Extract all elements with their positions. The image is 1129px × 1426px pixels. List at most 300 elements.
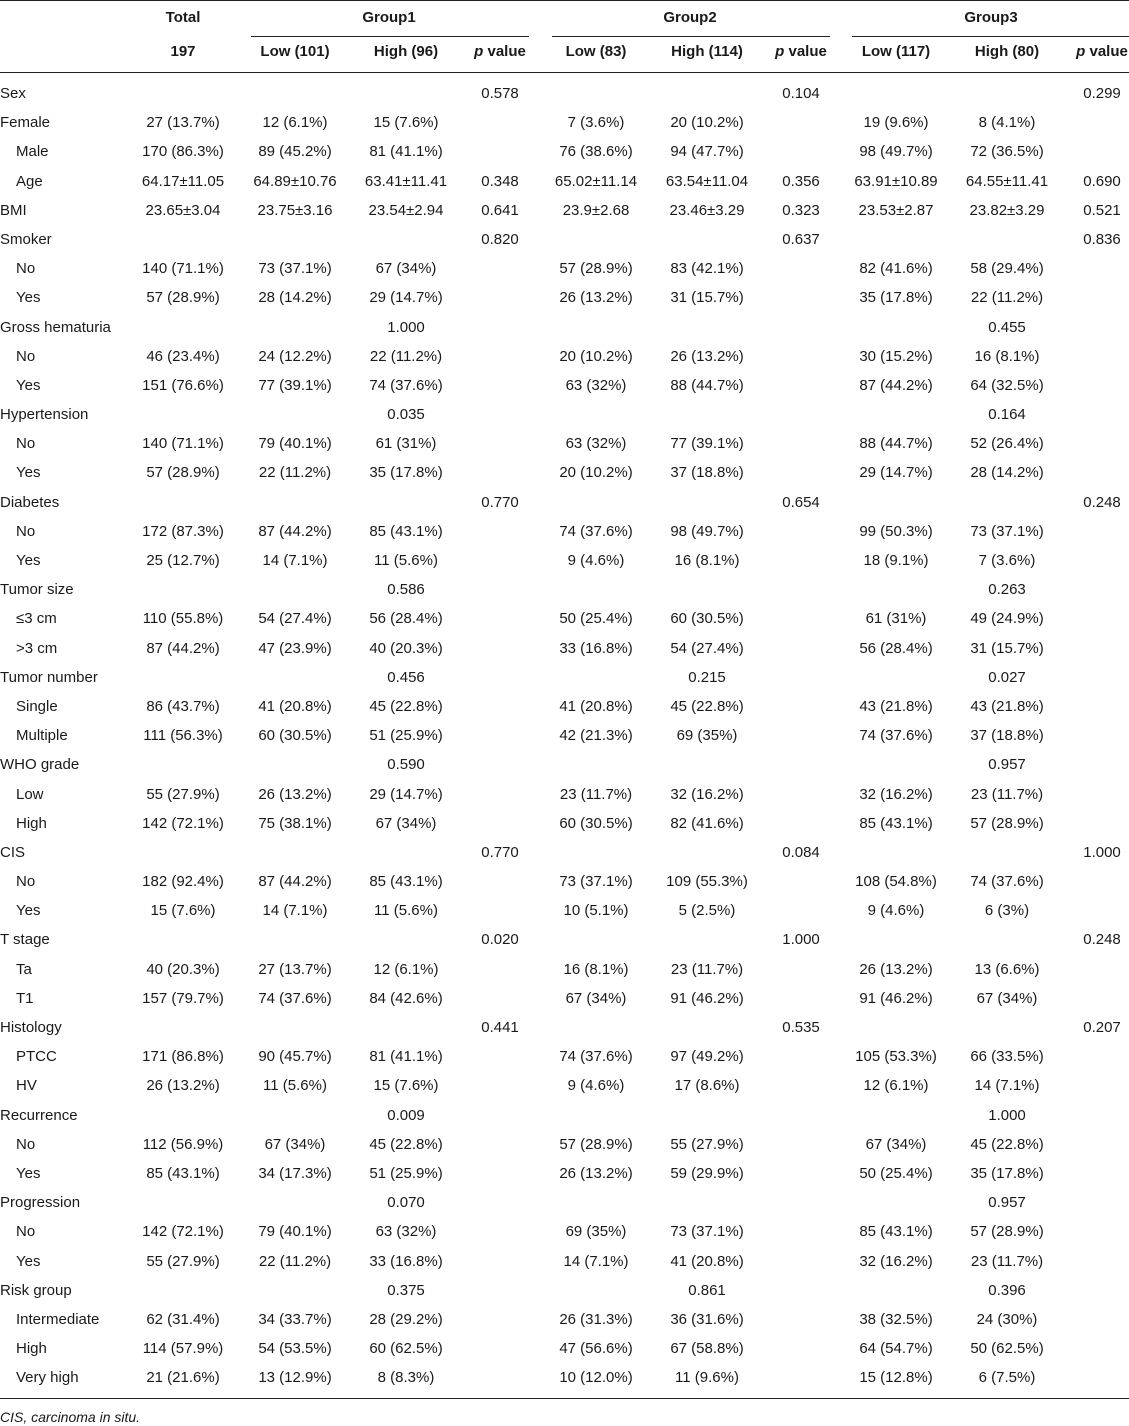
table-cell: 0.323 <box>782 201 820 219</box>
table-cell: 73 (37.1%) <box>258 260 332 278</box>
table-cell: 64 (32.5%) <box>970 376 1044 394</box>
table-cell: 0.164 <box>988 406 1026 424</box>
row-label: ≤3 cm <box>16 610 57 628</box>
table-bottom-rule <box>0 1398 1129 1399</box>
table-cell: 85 (43.1%) <box>859 1223 933 1241</box>
header-group1: Group1 <box>362 9 416 26</box>
table-cell: 67 (34%) <box>375 814 437 832</box>
table-cell: 10 (12.0%) <box>559 1369 633 1387</box>
table-cell: 67 (58.8%) <box>670 1340 744 1358</box>
table-cell: 0.957 <box>988 756 1026 774</box>
header-g1-high: High (96) <box>373 43 439 60</box>
row-label: No <box>16 1223 36 1241</box>
table-cell: 51 (25.9%) <box>369 727 443 745</box>
table-cell: 61 (31%) <box>375 435 437 453</box>
table-cell: 14 (7.1%) <box>262 902 328 920</box>
table-cell: 26 (13.2%) <box>146 1077 220 1095</box>
table-cell: 0.637 <box>782 230 820 248</box>
table-cell: 15 (7.6%) <box>150 902 216 920</box>
table-cell: 0.009 <box>387 1106 425 1124</box>
header-g2-p <box>775 42 827 62</box>
table-cell: 65.02±11.14 <box>554 172 638 190</box>
row-label: BMI <box>0 201 27 219</box>
table-row <box>0 459 1129 488</box>
table-cell: 89 (45.2%) <box>258 143 332 161</box>
row-label: Yes <box>16 289 41 307</box>
table-cell: 20 (10.2%) <box>559 464 633 482</box>
table-cell: 0.104 <box>782 85 820 102</box>
footnote: CIS, carcinoma in situ. <box>0 1409 141 1425</box>
table-cell: 151 (76.6%) <box>142 376 224 394</box>
table-cell: 26 (13.2%) <box>559 1164 633 1182</box>
table-cell: 0.586 <box>387 581 425 599</box>
row-label: Smoker <box>0 230 52 248</box>
table-cell: 63.91±10.89 <box>854 172 938 190</box>
table-cell: 23 (11.7%) <box>970 785 1044 803</box>
table-cell: 0.215 <box>688 668 726 686</box>
table-cell: 32 (16.2%) <box>859 1252 933 1270</box>
table-cell: 67 (34%) <box>865 1135 927 1153</box>
table-cell: 112 (56.9%) <box>142 1135 224 1153</box>
table-cell: 54 (27.4%) <box>258 610 332 628</box>
table-cell: 35 (17.8%) <box>369 464 443 482</box>
table-cell: 54 (53.5%) <box>258 1340 332 1358</box>
table-cell: 11 (5.6%) <box>374 552 438 569</box>
header-group3: Group3 <box>964 9 1018 26</box>
row-label: No <box>16 522 36 540</box>
table-cell: 9 (4.6%) <box>867 902 925 920</box>
table-cell: 7 (3.6%) <box>567 114 625 132</box>
row-label: Yes <box>16 464 41 482</box>
table-cell: 15 (12.8%) <box>859 1369 933 1387</box>
table-cell: 34 (33.7%) <box>258 1310 332 1328</box>
header-total-title: Total <box>165 9 201 26</box>
table-cell: 8 (4.1%) <box>978 114 1036 132</box>
table-cell: 0.690 <box>1083 172 1121 190</box>
table-cell: 74 (37.6%) <box>369 376 443 394</box>
table-cell: 23 (11.7%) <box>670 960 744 978</box>
row-label: Diabetes <box>0 493 60 511</box>
table-cell: 87 (44.2%) <box>258 522 332 540</box>
table-cell: 74 (37.6%) <box>559 1048 633 1066</box>
table-cell: 29 (14.7%) <box>369 289 443 307</box>
row-label: Very high <box>16 1369 79 1387</box>
table-row <box>0 897 1129 926</box>
table-row <box>0 80 1129 109</box>
table-cell: 57 (28.9%) <box>970 1223 1044 1241</box>
table-row <box>0 284 1129 313</box>
table-cell: 45 (22.8%) <box>369 1135 443 1153</box>
table-cell: 81 (41.1%) <box>369 143 443 161</box>
table-cell: 22 (11.2%) <box>258 464 332 482</box>
table-cell: 0.654 <box>782 493 820 511</box>
table-row <box>0 635 1129 664</box>
row-label: Yes <box>16 552 41 569</box>
table-row <box>0 226 1129 255</box>
table-cell: 66 (33.5%) <box>970 1048 1044 1066</box>
table-cell: 74 (37.6%) <box>258 989 332 1007</box>
table-cell: 58 (29.4%) <box>970 260 1044 278</box>
table-cell: 23.54±2.94 <box>368 201 444 219</box>
table-cell: 64.55±11.41 <box>965 172 1049 190</box>
table-cell: 22 (11.2%) <box>970 289 1044 307</box>
row-label: Progression <box>0 1194 81 1212</box>
table-cell: 84 (42.6%) <box>369 989 443 1007</box>
table-cell: 77 (39.1%) <box>258 376 332 394</box>
table-cell: 26 (13.2%) <box>258 785 332 803</box>
table-cell: 0.248 <box>1083 493 1121 511</box>
table-cell: 67 (34%) <box>375 260 437 278</box>
table-cell: 19 (9.6%) <box>863 114 929 132</box>
table-cell: 63 (32%) <box>565 435 627 453</box>
table-cell: 0.027 <box>988 668 1026 686</box>
table-cell: 79 (40.1%) <box>258 435 332 453</box>
table-row <box>0 489 1129 518</box>
row-label: Tumor size <box>0 581 74 599</box>
table-row <box>0 839 1129 868</box>
table-cell: 182 (92.4%) <box>142 873 224 891</box>
table-cell: 64.17±11.05 <box>141 172 225 190</box>
table-cell: 60 (30.5%) <box>258 727 332 745</box>
table-row <box>0 751 1129 780</box>
row-label: Yes <box>16 902 41 920</box>
table-cell: 0.641 <box>481 201 519 219</box>
table-cell: 55 (27.9%) <box>670 1135 744 1153</box>
row-label: Age <box>16 172 43 190</box>
row-label: No <box>16 1135 36 1153</box>
table-cell: 40 (20.3%) <box>369 639 443 657</box>
table-cell: 0.535 <box>782 1019 820 1036</box>
row-label: Yes <box>16 376 41 394</box>
table-cell: 20 (10.2%) <box>559 347 633 365</box>
table-row <box>0 1072 1129 1101</box>
table-cell: 42 (21.3%) <box>559 727 633 745</box>
table-cell: 27 (13.7%) <box>146 114 220 132</box>
table-cell: 110 (55.8%) <box>142 610 224 628</box>
row-label: Risk group <box>0 1281 72 1299</box>
table-cell: 85 (43.1%) <box>369 873 443 891</box>
header-g3-p <box>1076 42 1128 62</box>
table-cell: 41 (20.8%) <box>670 1252 744 1270</box>
table-cell: 37 (18.8%) <box>970 727 1044 745</box>
table-cell: 18 (9.1%) <box>863 552 929 569</box>
table-cell: 82 (41.6%) <box>670 814 744 832</box>
header-group2: Group2 <box>663 9 717 26</box>
row-label: Recurrence <box>0 1106 78 1124</box>
table-cell: 32 (16.2%) <box>670 785 744 803</box>
table-cell: 6 (7.5%) <box>978 1369 1036 1387</box>
table-cell: 60 (62.5%) <box>369 1340 443 1358</box>
table-row <box>0 1364 1129 1393</box>
header-g3-high: High (80) <box>974 43 1040 60</box>
table-cell: 73 (37.1%) <box>559 873 633 891</box>
table-cell: 0.375 <box>387 1281 425 1299</box>
table-cell: 47 (23.9%) <box>258 639 332 657</box>
row-label: No <box>16 873 36 891</box>
table-cell: 9 (4.6%) <box>567 552 625 569</box>
table-cell: 63 (32%) <box>565 376 627 394</box>
row-label: Yes <box>16 1252 41 1270</box>
row-label: Yes <box>16 1164 41 1182</box>
row-label: Ta <box>16 960 32 978</box>
table-cell: 90 (45.7%) <box>258 1048 332 1066</box>
table-cell: 67 (34%) <box>976 989 1038 1007</box>
table-row <box>0 1218 1129 1247</box>
table-cell: 0.957 <box>988 1194 1026 1212</box>
table-cell: 8 (8.3%) <box>377 1369 435 1387</box>
table-cell: 0.396 <box>988 1281 1026 1299</box>
table-cell: 22 (11.2%) <box>369 347 443 365</box>
row-label: Male <box>16 143 49 161</box>
table-row <box>0 109 1129 138</box>
row-label: Gross hematuria <box>0 318 111 336</box>
table-cell: 24 (30%) <box>976 1310 1038 1328</box>
table-cell: 57 (28.9%) <box>146 289 220 307</box>
table-body <box>0 80 1129 1393</box>
row-label: Sex <box>0 85 26 102</box>
table-cell: 109 (55.3%) <box>666 873 748 891</box>
table-cell: 23 (11.7%) <box>970 1252 1044 1270</box>
table-row <box>0 1189 1129 1218</box>
table-cell: 22 (11.2%) <box>258 1252 332 1270</box>
table-cell: 60 (30.5%) <box>670 610 744 628</box>
table-cell: 50 (62.5%) <box>970 1340 1044 1358</box>
table-cell: 23 (11.7%) <box>559 785 633 803</box>
table-cell: 85 (43.1%) <box>859 814 933 832</box>
table-cell: 0.348 <box>481 172 519 190</box>
table-row <box>0 401 1129 430</box>
table-row <box>0 926 1129 955</box>
table-cell: 36 (31.6%) <box>670 1310 744 1328</box>
table-cell: 79 (40.1%) <box>258 1223 332 1241</box>
table-cell: 11 (5.6%) <box>374 902 438 920</box>
table-cell: 172 (87.3%) <box>142 522 224 540</box>
table-cell: 86 (43.7%) <box>146 697 220 715</box>
table-cell: 38 (32.5%) <box>859 1310 933 1328</box>
table-cell: 26 (13.2%) <box>559 289 633 307</box>
table-row <box>0 1102 1129 1131</box>
table-cell: 51 (25.9%) <box>369 1164 443 1182</box>
table-cell: 57 (28.9%) <box>559 1135 633 1153</box>
table-cell: 11 (5.6%) <box>263 1077 327 1095</box>
row-label: Single <box>16 697 58 715</box>
row-label: No <box>16 347 36 365</box>
table-cell: 40 (20.3%) <box>146 960 220 978</box>
table-cell: 35 (17.8%) <box>859 289 933 307</box>
table-cell: 30 (15.2%) <box>859 347 933 365</box>
row-label: T1 <box>16 989 34 1007</box>
table-cell: 88 (44.7%) <box>859 435 933 453</box>
table-cell: 61 (31%) <box>865 610 927 628</box>
table-cell: 23.65±3.04 <box>145 201 221 219</box>
table-cell: 111 (56.3%) <box>143 727 223 745</box>
table-cell: 170 (86.3%) <box>142 143 224 161</box>
table-cell: 7 (3.6%) <box>978 552 1036 569</box>
table-cell: 50 (25.4%) <box>559 610 633 628</box>
table-cell: 64 (54.7%) <box>859 1340 933 1358</box>
table-cell: 46 (23.4%) <box>146 347 220 365</box>
table-cell: 27 (13.7%) <box>258 960 332 978</box>
table-cell: 15 (7.6%) <box>373 1077 439 1095</box>
group3-rule <box>852 36 1129 37</box>
row-label: PTCC <box>16 1048 57 1066</box>
table-cell: 57 (28.9%) <box>970 814 1044 832</box>
table-row <box>0 664 1129 693</box>
table-cell: 0.207 <box>1083 1019 1121 1036</box>
row-label: HV <box>16 1077 37 1095</box>
table-cell: 45 (22.8%) <box>670 697 744 715</box>
table-cell: 0.456 <box>387 668 425 686</box>
row-label: No <box>16 435 36 453</box>
table-row <box>0 868 1129 897</box>
table-cell: 26 (13.2%) <box>859 960 933 978</box>
row-label: WHO grade <box>0 756 80 774</box>
table-cell: 33 (16.8%) <box>559 639 633 657</box>
table-cell: 56 (28.4%) <box>369 610 443 628</box>
table-row <box>0 430 1129 459</box>
table-cell: 63 (32%) <box>375 1223 437 1241</box>
table-row <box>0 314 1129 343</box>
table-cell: 12 (6.1%) <box>373 960 439 978</box>
table-cell: 13 (12.9%) <box>258 1369 332 1387</box>
table-cell: 69 (35%) <box>676 727 738 745</box>
table-cell: 62 (31.4%) <box>146 1310 220 1328</box>
table-cell: 12 (6.1%) <box>863 1077 929 1095</box>
table-cell: 43 (21.8%) <box>859 697 933 715</box>
table-cell: 87 (44.2%) <box>146 639 220 657</box>
row-label: Multiple <box>16 727 68 745</box>
table-cell: 76 (38.6%) <box>559 143 633 161</box>
table-row <box>0 781 1129 810</box>
p-value-word: value <box>784 43 827 60</box>
table-cell: 16 (8.1%) <box>674 552 740 569</box>
table-cell: 5 (2.5%) <box>678 902 736 920</box>
table-cell: 41 (20.8%) <box>258 697 332 715</box>
table-cell: 74 (37.6%) <box>970 873 1044 891</box>
header-g2-low: Low (83) <box>565 43 627 60</box>
table-cell: 45 (22.8%) <box>970 1135 1044 1153</box>
table-row <box>0 343 1129 372</box>
table-cell: 31 (15.7%) <box>670 289 744 307</box>
table-cell: 37 (18.8%) <box>670 464 744 482</box>
table-row <box>0 722 1129 751</box>
table-cell: 105 (53.3%) <box>855 1048 937 1066</box>
row-label: Histology <box>0 1019 62 1036</box>
table-cell: 88 (44.7%) <box>670 376 744 394</box>
row-label: No <box>16 260 36 278</box>
table-cell: 0.020 <box>481 931 519 949</box>
table-cell: 85 (43.1%) <box>146 1164 220 1182</box>
table-cell: 0.820 <box>481 230 519 248</box>
table-cell: 11 (9.6%) <box>675 1369 739 1387</box>
table-cell: 0.770 <box>481 493 519 511</box>
table-cell: 0.441 <box>481 1019 519 1036</box>
table-cell: 24 (12.2%) <box>258 347 332 365</box>
table-row <box>0 518 1129 547</box>
table-cell: 23.75±3.16 <box>257 201 333 219</box>
table-cell: 0.836 <box>1083 230 1121 248</box>
table-cell: 55 (27.9%) <box>146 785 220 803</box>
table-cell: 140 (71.1%) <box>142 260 224 278</box>
table-cell: 85 (43.1%) <box>369 522 443 540</box>
table-cell: 98 (49.7%) <box>859 143 933 161</box>
table-cell: 87 (44.2%) <box>859 376 933 394</box>
table-cell: 1.000 <box>387 318 425 336</box>
table-cell: 82 (41.6%) <box>859 260 933 278</box>
table-cell: 12 (6.1%) <box>262 114 328 132</box>
table-cell: 14 (7.1%) <box>563 1252 629 1270</box>
table-cell: 29 (14.7%) <box>369 785 443 803</box>
header-g2-high: High (114) <box>671 43 743 60</box>
table-cell: 0.770 <box>481 843 519 861</box>
group2-rule <box>552 36 830 37</box>
row-label: Intermediate <box>16 1310 100 1328</box>
table-cell: 72 (36.5%) <box>970 143 1044 161</box>
table-cell: 23.82±3.29 <box>969 201 1045 219</box>
table-cell: 60 (30.5%) <box>559 814 633 832</box>
table-cell: 0.861 <box>688 1281 726 1299</box>
table-cell: 142 (72.1%) <box>142 1223 224 1241</box>
table-cell: 171 (86.8%) <box>142 1048 224 1066</box>
p-value-word: value <box>483 43 526 60</box>
table-row <box>0 1043 1129 1072</box>
table-cell: 34 (17.3%) <box>258 1164 332 1182</box>
table-cell: 28 (29.2%) <box>369 1310 443 1328</box>
table-cell: 73 (37.1%) <box>670 1223 744 1241</box>
table-cell: 31 (15.7%) <box>970 639 1044 657</box>
table-row <box>0 197 1129 226</box>
table-cell: 17 (8.6%) <box>674 1077 740 1095</box>
table-cell: 56 (28.4%) <box>859 639 933 657</box>
row-label: High <box>16 1340 47 1358</box>
table-cell: 77 (39.1%) <box>670 435 744 453</box>
table-cell: 0.299 <box>1083 85 1121 102</box>
table-cell: 0.263 <box>988 581 1026 599</box>
table-cell: 29 (14.7%) <box>859 464 933 482</box>
p-value-word: value <box>1085 43 1128 60</box>
row-label: Low <box>16 785 44 803</box>
table-row <box>0 138 1129 167</box>
table-cell: 67 (34%) <box>565 989 627 1007</box>
table-cell: 33 (16.8%) <box>369 1252 443 1270</box>
table-cell: 23.9±2.68 <box>562 201 630 219</box>
table-cell: 0.521 <box>1083 201 1121 219</box>
table-cell: 91 (46.2%) <box>670 989 744 1007</box>
table-cell: 0.590 <box>387 756 425 774</box>
table-row <box>0 1248 1129 1277</box>
table-cell: 87 (44.2%) <box>258 873 332 891</box>
table-row <box>0 1014 1129 1043</box>
table-cell: 9 (4.6%) <box>567 1077 625 1095</box>
table-cell: 16 (8.1%) <box>563 960 629 978</box>
table-row <box>0 1277 1129 1306</box>
table-cell: 81 (41.1%) <box>369 1048 443 1066</box>
table-cell: 63.54±11.04 <box>665 172 749 190</box>
row-label: High <box>16 814 47 832</box>
table-cell: 140 (71.1%) <box>142 435 224 453</box>
table-cell: 1.000 <box>782 931 820 949</box>
table-cell: 57 (28.9%) <box>146 464 220 482</box>
table-row <box>0 255 1129 284</box>
table-cell: 28 (14.2%) <box>970 464 1044 482</box>
table-cell: 49 (24.9%) <box>970 610 1044 628</box>
table-cell: 0.455 <box>988 318 1026 336</box>
row-label: CIS <box>0 843 26 861</box>
table-cell: 98 (49.7%) <box>670 522 744 540</box>
table-cell: 157 (79.7%) <box>142 989 224 1007</box>
p-italic: p <box>474 43 484 60</box>
row-label: T stage <box>0 931 50 949</box>
